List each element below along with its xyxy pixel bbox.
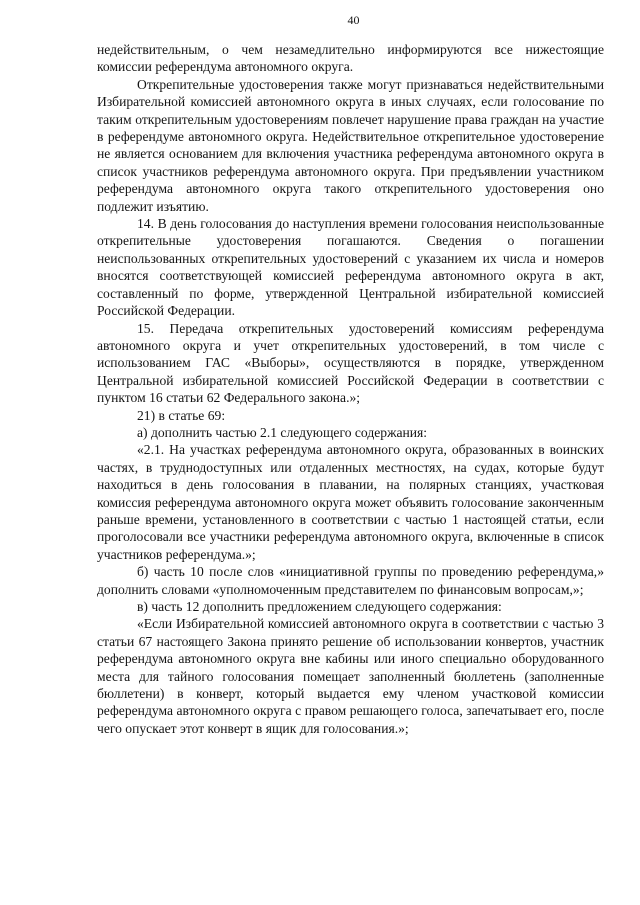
paragraph-item-15: 15. Передача открепительных удостоверений комиссиям референдума автономного округа и учет открепительных удостоверений, в том числе с использованием ГАС «Выборы», осуществляются в порядке, утвержденном Центральной избирательной комиссией Российской Федерации в соответствии с пунктом 16 статьи 62 Федерального закона.»; xyxy=(97,320,604,406)
paragraph-subitem-v: в) часть 12 дополнить предложением следующего содержания: xyxy=(137,599,502,614)
page-number: 40 xyxy=(347,13,360,27)
paragraph-continuation: недействительным, о чем незамедлительно информируются все нижестоящие комиссии референдума автономного округа. xyxy=(97,42,604,75)
paragraph-envelope-rule: «Если Избирательной комиссией автономного округа в соответствии с частью 3 статьи 67 настоящего Закона принято решение об использовании конвертов, участник референдума автономного округа вне кабины или иного специально оборудованного места для тайного голосования помещает заполненный бюллетень (заполненные бюллетени) в конверт, который выдается ему членом участковой комиссии референдума автономного округа с правом решающего голоса, запечатывает его, после чего опускает этот конверт в ящик для голосования.»; xyxy=(97,616,604,736)
paragraph-part-2-1: «2.1. На участках референдума автономного округа, образованных в воинских частях, в труднодоступных или отдаленных местностях, на судах, которые будут находиться в день голосования в плавании, на полярных станциях, участковая комиссия референдума автономного округа может объявить голосование законченным раньше времени, установленного в соответствии с частью 1 настоящей статьи, если проголосовали все участники референдума автономного округа, включенные в список участников референдума.»; xyxy=(97,442,604,562)
paragraph-invalid-certificates: Открепительные удостоверения также могут признаваться недействительными Избирательной комиссией автономного округа в иных случаях, если голосование по таким открепительным удостоверениям повлечет нарушение права граждан на участие в референдуме автономного округа. Недействительное открепительное удостоверение не является основанием для включения участника референдума автономного округа в список участников референдума автономного округа. При предъявлении участником референдума автономного округа такого открепительного удостоверения оно подлежит изъятию. xyxy=(97,76,604,214)
paragraph-item-14: 14. В день голосования до наступления времени голосования неиспользованные открепительные удостоверения погашаются. Сведения о погашении неиспользованных открепительных удостоверений с указанием их числа и номеров вносятся соответствующей комиссией референдума автономного округа в акт, составленный по форме, утвержденной Центральной избирательной комиссией Российской Федерации. xyxy=(97,216,604,319)
paragraph-subitem-b: б) часть 10 после слов «инициативной группы по проведению референдума,» дополнить словами «уполномоченным представителем по финансовым вопросам,»; xyxy=(97,564,604,597)
paragraph-article-69: 21) в статье 69: xyxy=(137,407,226,423)
paragraph-subitem-a: а) дополнить частью 2.1 следующего содержания: xyxy=(137,424,428,440)
